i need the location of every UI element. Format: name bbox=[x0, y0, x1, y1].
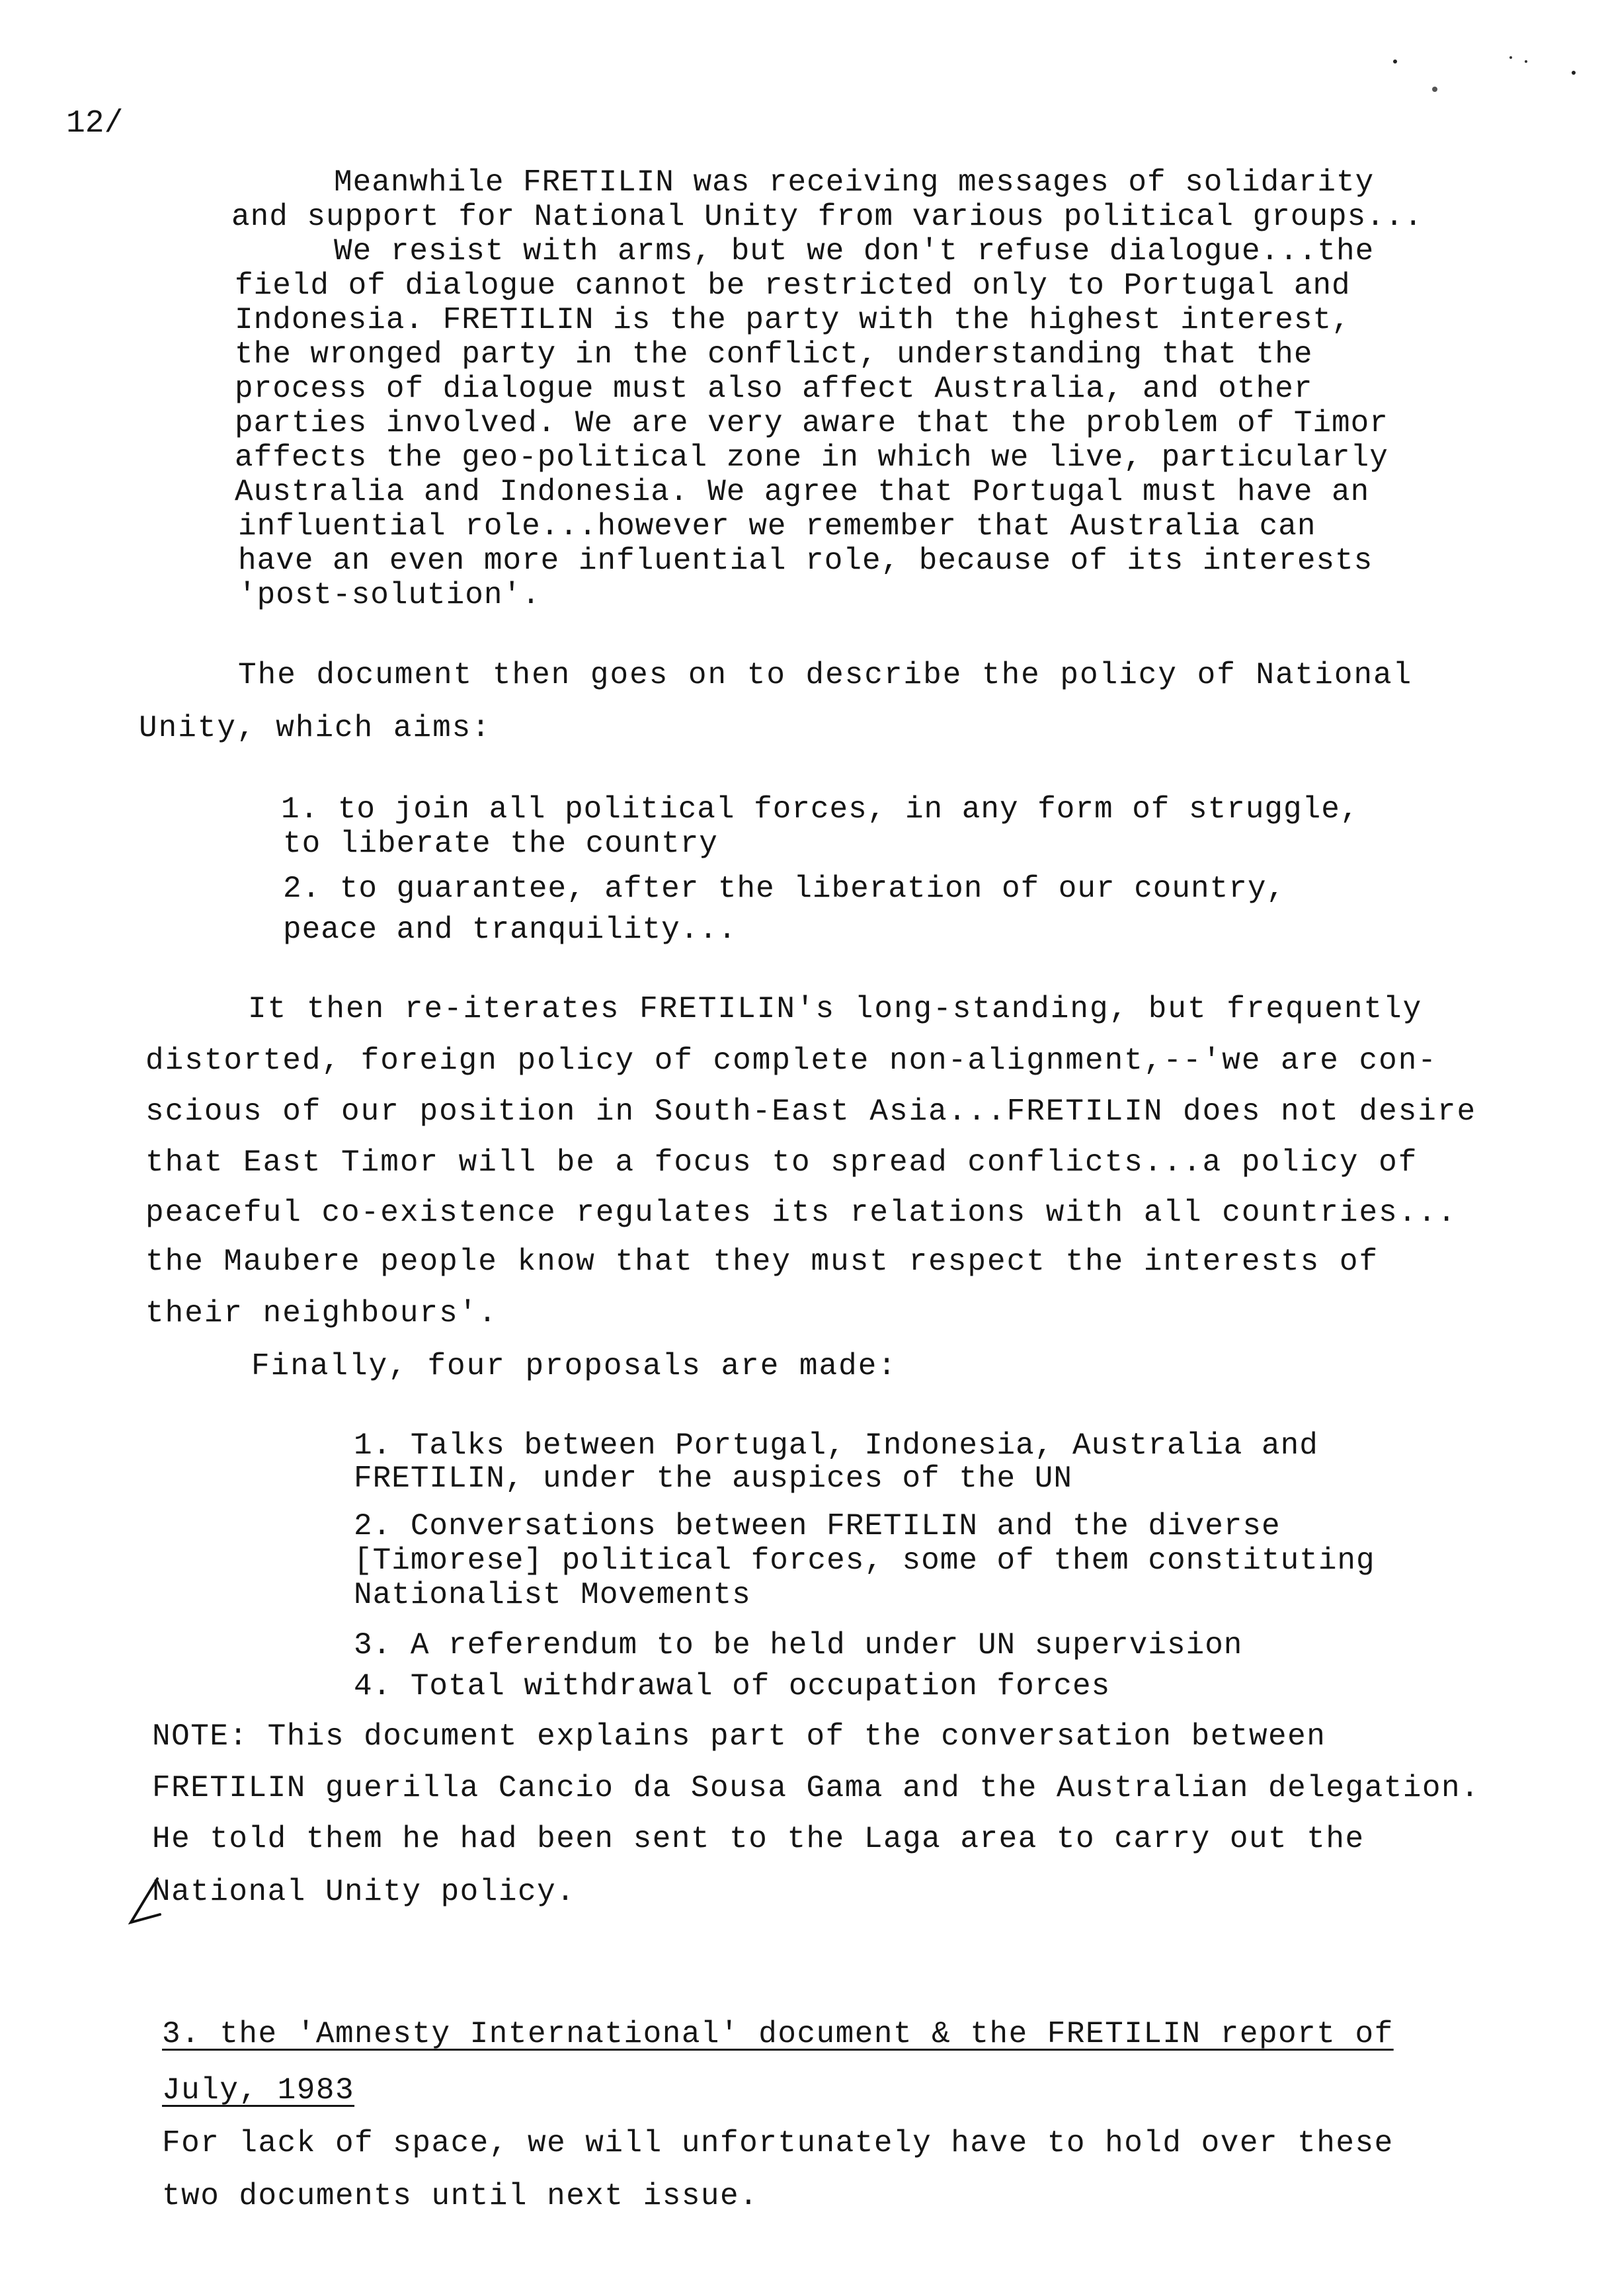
note-line: National Unity policy. bbox=[152, 1875, 576, 1909]
quote-line: process of dialogue must also affect Australia, and other bbox=[235, 372, 1313, 406]
scan-specks bbox=[1382, 50, 1580, 102]
section-heading: 3. the 'Amnesty International' document & the FRETILIN report of bbox=[162, 2017, 1394, 2051]
paragraph-line: peaceful co-existence regulates its relations with all countries... bbox=[145, 1196, 1457, 1230]
list-item: 3. A referendum to be held under UN supervision bbox=[354, 1628, 1243, 1662]
section-body-line: two documents until next issue. bbox=[162, 2179, 759, 2213]
paragraph-line: scious of our position in South-East Asia...FRETILIN does not desire bbox=[145, 1094, 1477, 1129]
bracket-mark bbox=[126, 1875, 165, 1928]
quote-line: the wronged party in the conflict, understanding that the bbox=[235, 337, 1313, 372]
quote-line: have an even more influential role, because of its interests bbox=[238, 544, 1373, 578]
section-body-line: For lack of space, we will unfortunately have to hold over these bbox=[162, 2126, 1394, 2160]
paragraph-line: Unity, which aims: bbox=[139, 711, 491, 745]
quote-line: Australia and Indonesia. We agree that Portugal must have an bbox=[235, 475, 1370, 509]
page-number: 12/ bbox=[66, 106, 124, 142]
quote-line: We resist with arms, but we don't refuse dialogue...the bbox=[334, 234, 1375, 268]
list-item: 2. to guarantee, after the liberation of our country, bbox=[283, 872, 1286, 906]
paragraph-line: Finally, four proposals are made: bbox=[251, 1349, 897, 1383]
list-item: to liberate the country bbox=[283, 827, 718, 861]
paragraph-line: The document then goes on to describe the policy of National bbox=[238, 658, 1413, 692]
quote-line: Meanwhile FRETILIN was receiving messages of solidarity bbox=[334, 165, 1375, 200]
list-item: [Timorese] political forces, some of them constituting bbox=[354, 1543, 1375, 1578]
note-line: NOTE: This document explains part of the conversation between bbox=[152, 1719, 1326, 1754]
quote-line: parties involved. We are very aware that the problem of Timor bbox=[235, 406, 1388, 440]
quote-line: 'post-solution'. bbox=[238, 578, 541, 612]
list-item: peace and tranquility... bbox=[283, 913, 737, 947]
paragraph-line: that East Timor will be a focus to spread conflicts...a policy of bbox=[145, 1145, 1418, 1180]
quote-line: Indonesia. FRETILIN is the party with the highest interest, bbox=[235, 303, 1351, 337]
list-item: 4. Total withdrawal of occupation forces bbox=[354, 1669, 1111, 1703]
note-line: He told them he had been sent to the Laga area to carry out the bbox=[152, 1822, 1365, 1856]
paragraph-line: distorted, foreign policy of complete non-alignment,--'we are con- bbox=[145, 1044, 1437, 1078]
quote-line: affects the geo-political zone in which we live, particularly bbox=[235, 440, 1388, 475]
paragraph-line: their neighbours'. bbox=[145, 1296, 498, 1331]
section-heading: July, 1983 bbox=[162, 2073, 355, 2108]
list-item: 1. Talks between Portugal, Indonesia, Australia and bbox=[354, 1428, 1318, 1463]
quote-line: and support for National Unity from various political groups... bbox=[231, 200, 1424, 234]
quote-line: influential role...however we remember that Australia can bbox=[238, 509, 1316, 544]
list-item: 1. to join all political forces, in any form of struggle, bbox=[281, 792, 1359, 827]
paragraph-line: It then re-iterates FRETILIN's long-standing, but frequently bbox=[248, 992, 1423, 1026]
paragraph-line: the Maubere people know that they must respect the interests of bbox=[145, 1245, 1379, 1279]
list-item: FRETILIN, under the auspices of the UN bbox=[354, 1461, 1072, 1496]
list-item: 2. Conversations between FRETILIN and the diverse bbox=[354, 1509, 1281, 1543]
list-item: Nationalist Movements bbox=[354, 1578, 751, 1612]
note-line: FRETILIN guerilla Cancio da Sousa Gama and the Australian delegation. bbox=[152, 1771, 1480, 1805]
quote-line: field of dialogue cannot be restricted only to Portugal and bbox=[235, 268, 1351, 303]
